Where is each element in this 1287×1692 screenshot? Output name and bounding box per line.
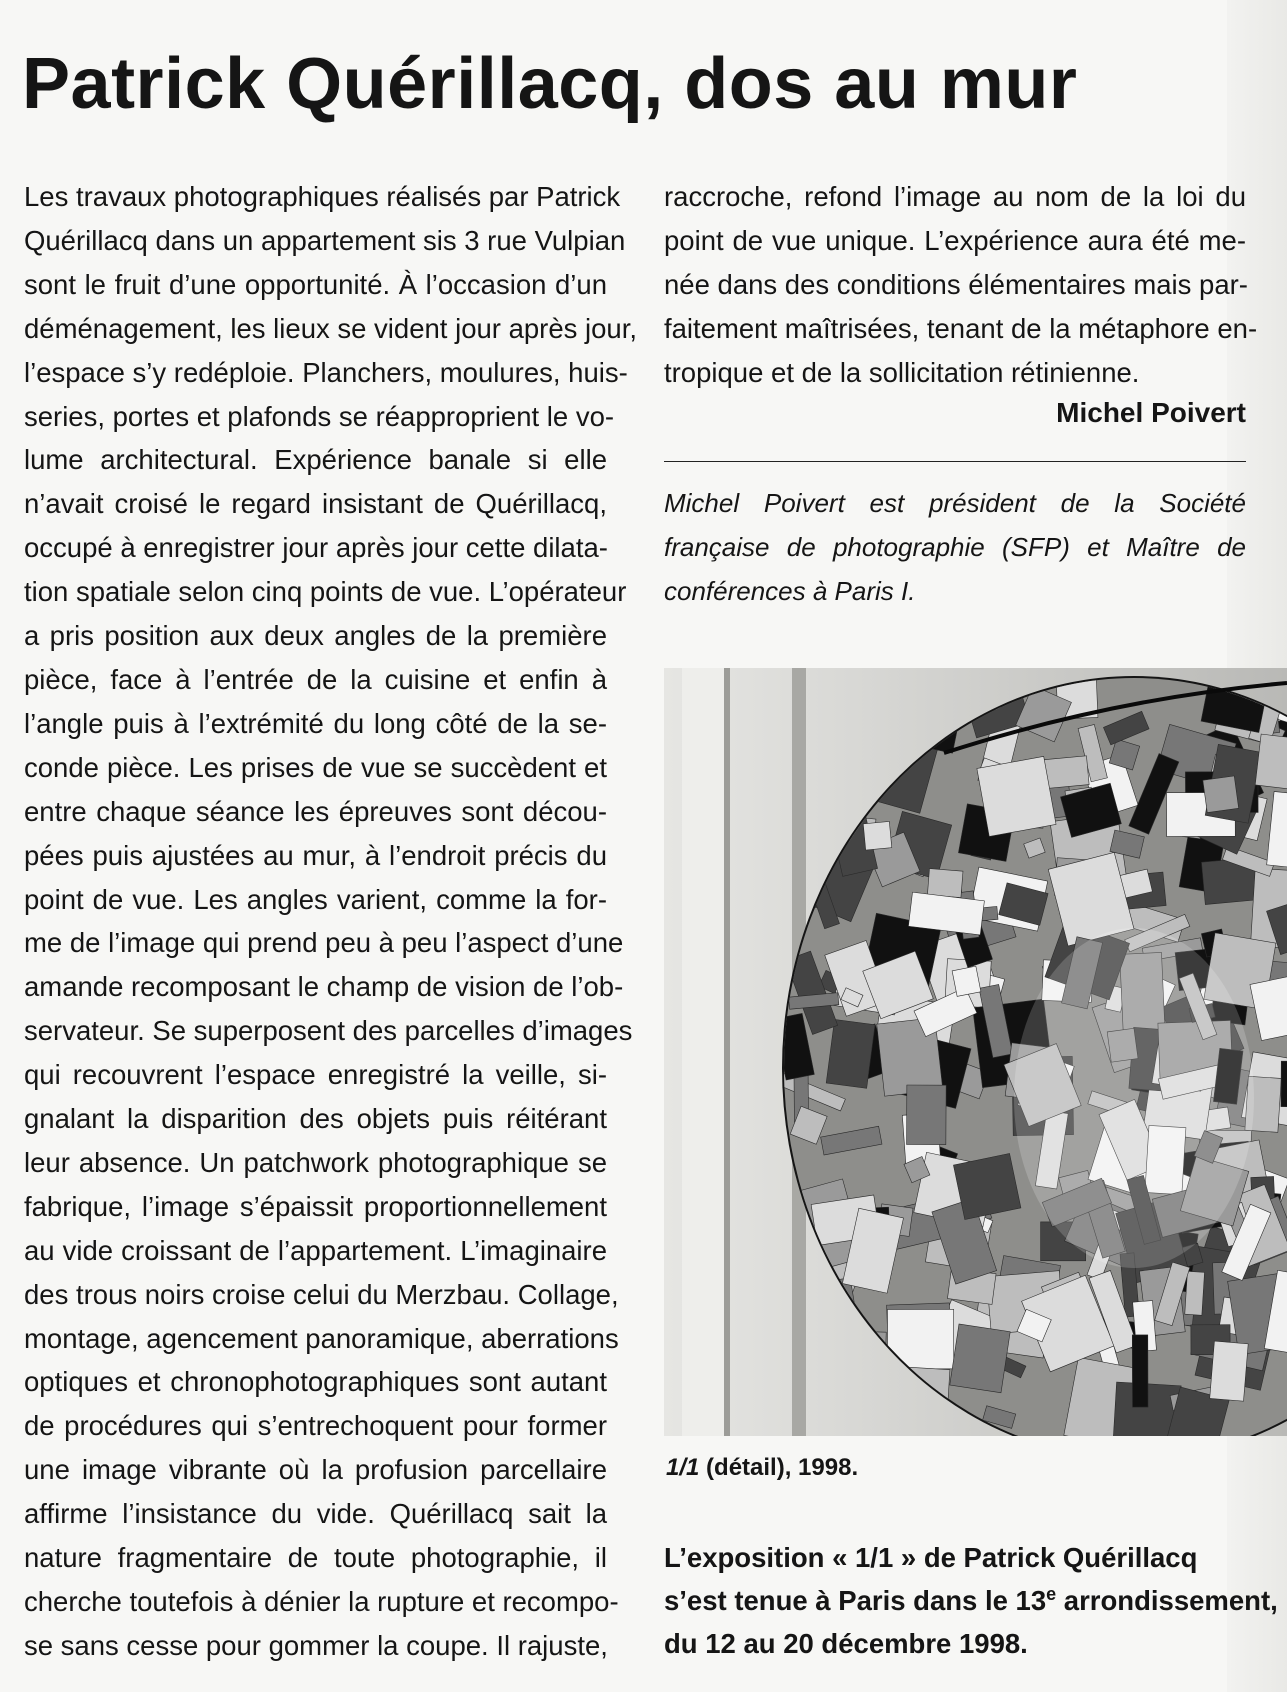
separator-rule [664,461,1246,462]
body-text-line: servateur. Se superposent des parcelles d’images [24,1015,633,1047]
body-text-line: tropique et de la sollicitation rétinienne. [664,356,1140,388]
body-text-line: qui recouvrent l’espace enregistré la veille, si- [24,1059,607,1091]
exhibition-note [664,1536,1278,1665]
body-text-line: cherche toutefois à dénier la rupture et recompo- [24,1586,619,1617]
body-text-line: faitement maîtrisées, tenant de la métaphore en- [664,312,1258,344]
caption-detail: (détail), 1998. [699,1454,859,1481]
exhibition-line-1: L’exposition « 1/1 » de Patrick Quérillacq [664,1542,1198,1573]
body-text-line: occupé à enregistrer jour après jour cette dilata- [24,532,608,564]
body-text-line: au vide croissant de l’appartement. L’imaginaire [24,1234,607,1266]
collage-fragment [826,1019,875,1088]
body-text-line: entre chaque séance les épreuves sont décou- [24,795,607,827]
body-text-line: née dans des conditions élémentaires mais par- [664,268,1248,300]
door-frame-light [682,668,724,1436]
collage-fragment [1132,1335,1148,1407]
body-text-line: raccroche, refond l’image au nom de la loi du [664,181,1246,212]
body-text-line: conde pièce. Les prises de vue se succèdent et [24,751,607,783]
author-signature: Michel Poivert [1056,397,1246,428]
collage-fragment [863,821,892,850]
photo-collage-icon [664,668,1287,1436]
collage-fragment [977,756,1056,836]
collage-center-light [1014,928,1254,1268]
body-text-line: a pris position aux deux angles de la première [24,620,607,652]
article-body-right-column [664,175,1258,395]
body-text-line: montage, agencement panoramique, aberrations [24,1322,619,1354]
body-text-line: tion spatiale selon cinq points de vue. L’opérateur [24,576,627,608]
body-text-line: gnalant la disparition des objets puis réitérant [24,1103,607,1135]
body-text-line: amande recomposant le champ de vision de l’ob- [24,971,624,1003]
body-text-line: fabrique, l’image s’épaissit proportionnellement [24,1190,607,1222]
body-text-line: sont le fruit d’une opportunité. À l’occasion d’un [24,268,607,300]
body-text-line: une image vibrante où la profusion parcellaire [24,1454,607,1486]
collage-fragment [1203,776,1239,813]
collage-fragment [927,869,963,898]
collage-fragment [1210,1341,1248,1401]
photo-collage-image [664,668,1287,1436]
exhibition-line-2 [664,1579,1278,1622]
body-text-line: leur absence. Un patchwork photographique se [24,1146,607,1178]
collage-fragment [953,1153,1020,1219]
body-text-line: pées puis ajustées au mur, à l’endroit précis du [24,839,607,871]
body-text-line: Quérillacq dans un appartement sis 3 rue Vulpian [24,224,626,256]
collage-fragment [1281,1061,1287,1107]
caption-title: 1/1 [666,1454,700,1481]
exhibition-line-2-end: arrondissement, [1056,1585,1278,1616]
body-text-line: series, portes et plafonds se réapproprient le vo- [24,400,615,432]
collage-fragment [907,1085,947,1145]
body-text-line: de procédures qui s’entrechoquent pour former [24,1410,607,1442]
article-title: Patrick Quérillacq, dos au mur [22,44,1078,124]
body-text-line: point de vue unique. L’expérience aura été me- [664,224,1246,256]
body-text-line: affirme l’insistance du vide. Quérillacq sait la [24,1498,607,1530]
body-text-line: n’avait croisé le regard insistant de Quérillacq, [24,488,607,520]
body-text-line: point de vue. Les angles varient, comme la for- [24,883,607,915]
collage-fragment [950,1324,1010,1393]
exhibition-line-3: du 12 au 20 décembre 1998. [664,1628,1028,1659]
body-text-line: nature fragmentaire de toute photographie, il [24,1542,607,1574]
body-text-line: des trous noirs croise celui du Merzbau. Collage, [24,1278,619,1310]
body-text-line: l’angle puis à l’extrémité du long côté de la se- [24,707,607,739]
body-text-line: pièce, face à l’entrée de la cuisine et enfin à [24,663,607,695]
body-text-line: optiques et chronophotographiques sont autant [24,1366,607,1398]
article-body-left-column [24,175,637,1668]
ordinal-superscript: e [1046,1584,1057,1604]
door-frame-shadow [724,668,730,1436]
collage-fragment [1255,734,1287,791]
body-text-line: l’espace s’y redéploie. Planchers, moulures, huis- [24,356,628,388]
collage-fragment [952,966,981,996]
author-bio: Michel Poivert est président de la Société française de photographie (SFP) et Maître de conférences à Paris I. [664,488,1246,606]
body-text-line: se sans cesse pour gommer la coupe. Il rajuste, [24,1629,608,1661]
exhibition-line-2-start: s’est tenue à Paris dans le 13 [664,1585,1047,1616]
body-text-line: déménagement, les lieux se vident jour après jour, [24,312,637,344]
body-text-line: Les travaux photographiques réalisés par Patrick [24,181,621,212]
photo-caption [666,1452,858,1484]
collage-fragment [1185,1271,1205,1315]
body-text-line: me de l’image qui prend peu à peu l’aspect d’une [24,927,624,959]
body-text-line: lume architectural. Expérience banale si elle [24,444,607,476]
